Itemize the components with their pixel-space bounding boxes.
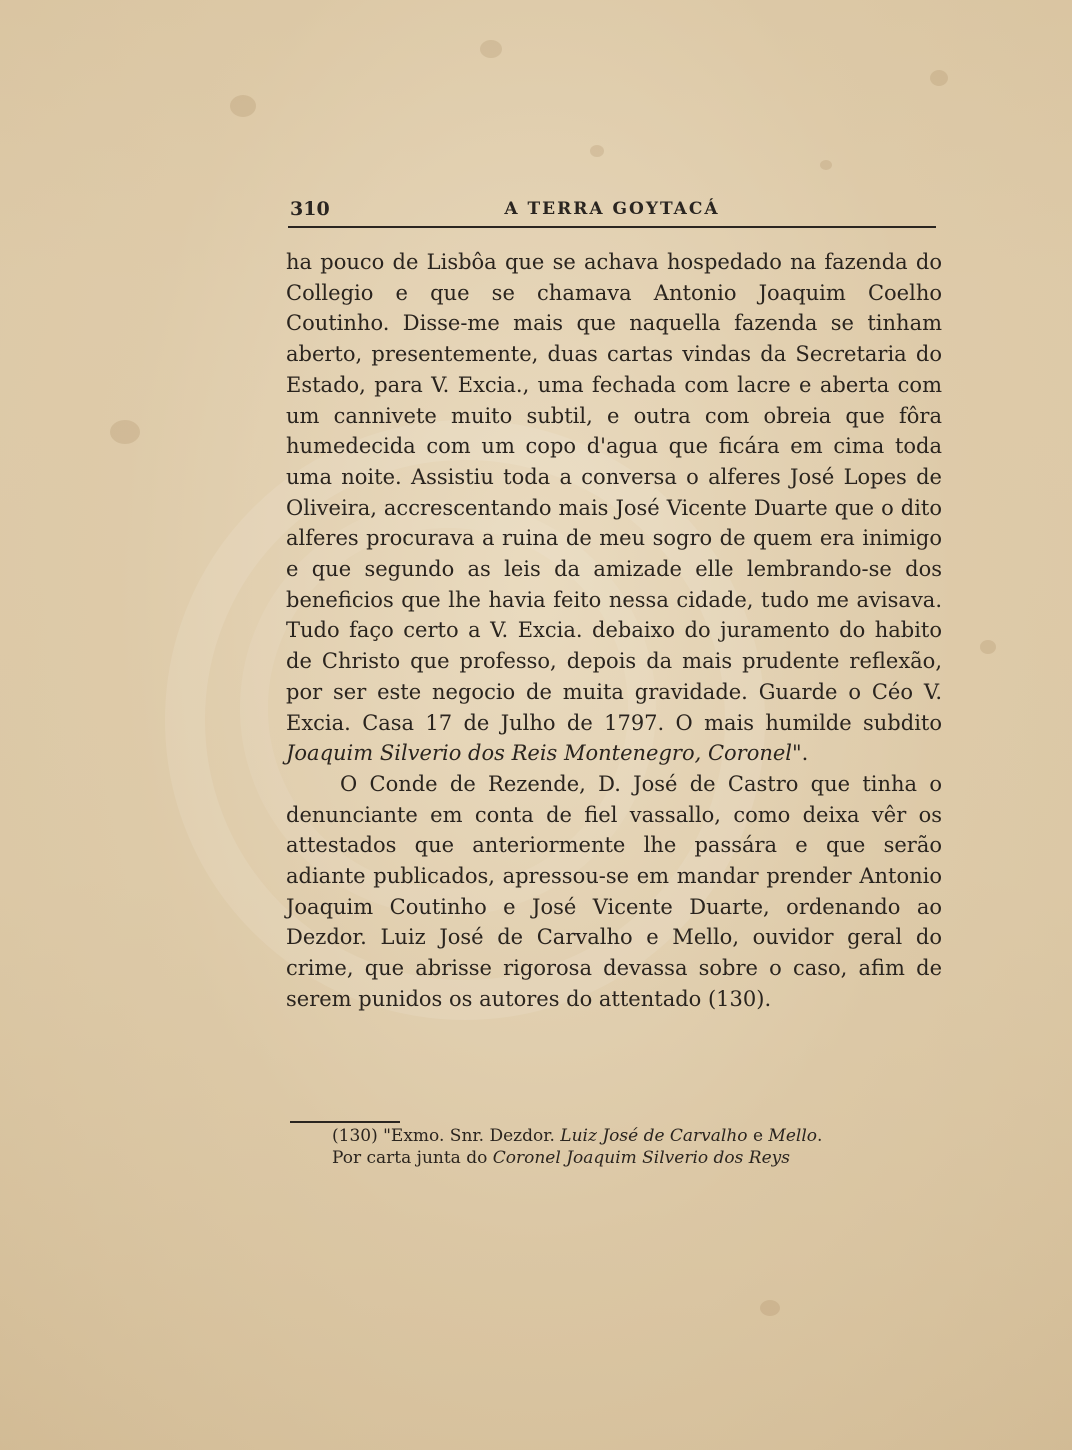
running-head: [288, 196, 936, 228]
footnote-130-prefix: (130) "Exmo. Snr. Dezdor.: [332, 1126, 561, 1146]
body-text: [286, 247, 942, 1015]
footnote-name-2: Mello: [768, 1126, 817, 1146]
paragraph-1-text: ha pouco de Lisbôa que se achava hospedado na fazenda do Collegio e que se chamava Antonio Joaquim Coelho Coutinho. Disse-me mais que naquella fazenda se tinham aberto, presentemente, duas cartas vindas da Secretaria do Estado, para V. Excia., uma fechada com lacre e aberta com um cannivete muito subtil, e outra com obreia que fôra humedecida com um copo d'agua que ficára em cima toda uma noite. Assistiu toda a conversa o alferes José Lopes de Oliveira, accrescentando mais José Vicente Duarte que o dito alferes procurava a ruina de meu sogro de quem era inimigo e que segundo as leis da amizade elle lembrando-se dos beneficios que lhe havia feito nessa cidade, tudo me avisava. Tudo faço certo a V. Excia. debaixo do juramento do habito de Christo que professo, depois da mais prudente reflexão, por ser este negocio de muita gravidade. Guarde o Céo V. Excia. Casa 17 de Julho de 1797. O mais humilde subdito: [286, 250, 942, 735]
stain: [820, 160, 832, 170]
footnote-line-2-name: Coronel Joaquim Silverio dos Reys: [492, 1148, 790, 1168]
footnote-name: Luiz José de Carvalho: [560, 1126, 748, 1146]
stain: [110, 420, 140, 444]
stain: [980, 640, 996, 654]
footnote-line-1: [288, 1125, 942, 1147]
footnote-rule: [290, 1121, 400, 1123]
stain: [590, 145, 604, 157]
footnote-line-2-prefix: Por carta junta do: [332, 1148, 493, 1168]
footnote-conjunction: e: [747, 1126, 769, 1146]
paragraph-1: [286, 247, 942, 769]
paragraph-1-end: ".: [792, 741, 809, 766]
running-title: A TERRA GOYTACÁ: [504, 199, 720, 219]
stain: [230, 95, 256, 117]
stain: [760, 1300, 780, 1316]
footnote-line-2: [288, 1147, 942, 1169]
signature-name: Joaquim Silverio dos Reis Montenegro, Coronel: [286, 741, 793, 766]
stain: [930, 70, 948, 86]
paragraph-2: O Conde de Rezende, D. José de Castro que tinha o denunciante em conta de fiel vassallo, como deixa vêr os attestados que anteriormente lhe passára e que serão adiante publicados, apressou-se em mandar prender Antonio Joaquim Coutinho e José Vicente Duarte, ordenando ao Dezdor. Luiz José de Carvalho e Mello, ouvidor geral do crime, que abrisse rigorosa devassa sobre o caso, afim de serem punidos os autores do attentado (130).: [286, 771, 942, 1011]
page-number: 310: [290, 198, 330, 220]
stain: [480, 40, 502, 58]
footnote: [288, 1125, 942, 1169]
footnote-period: .: [817, 1126, 823, 1146]
